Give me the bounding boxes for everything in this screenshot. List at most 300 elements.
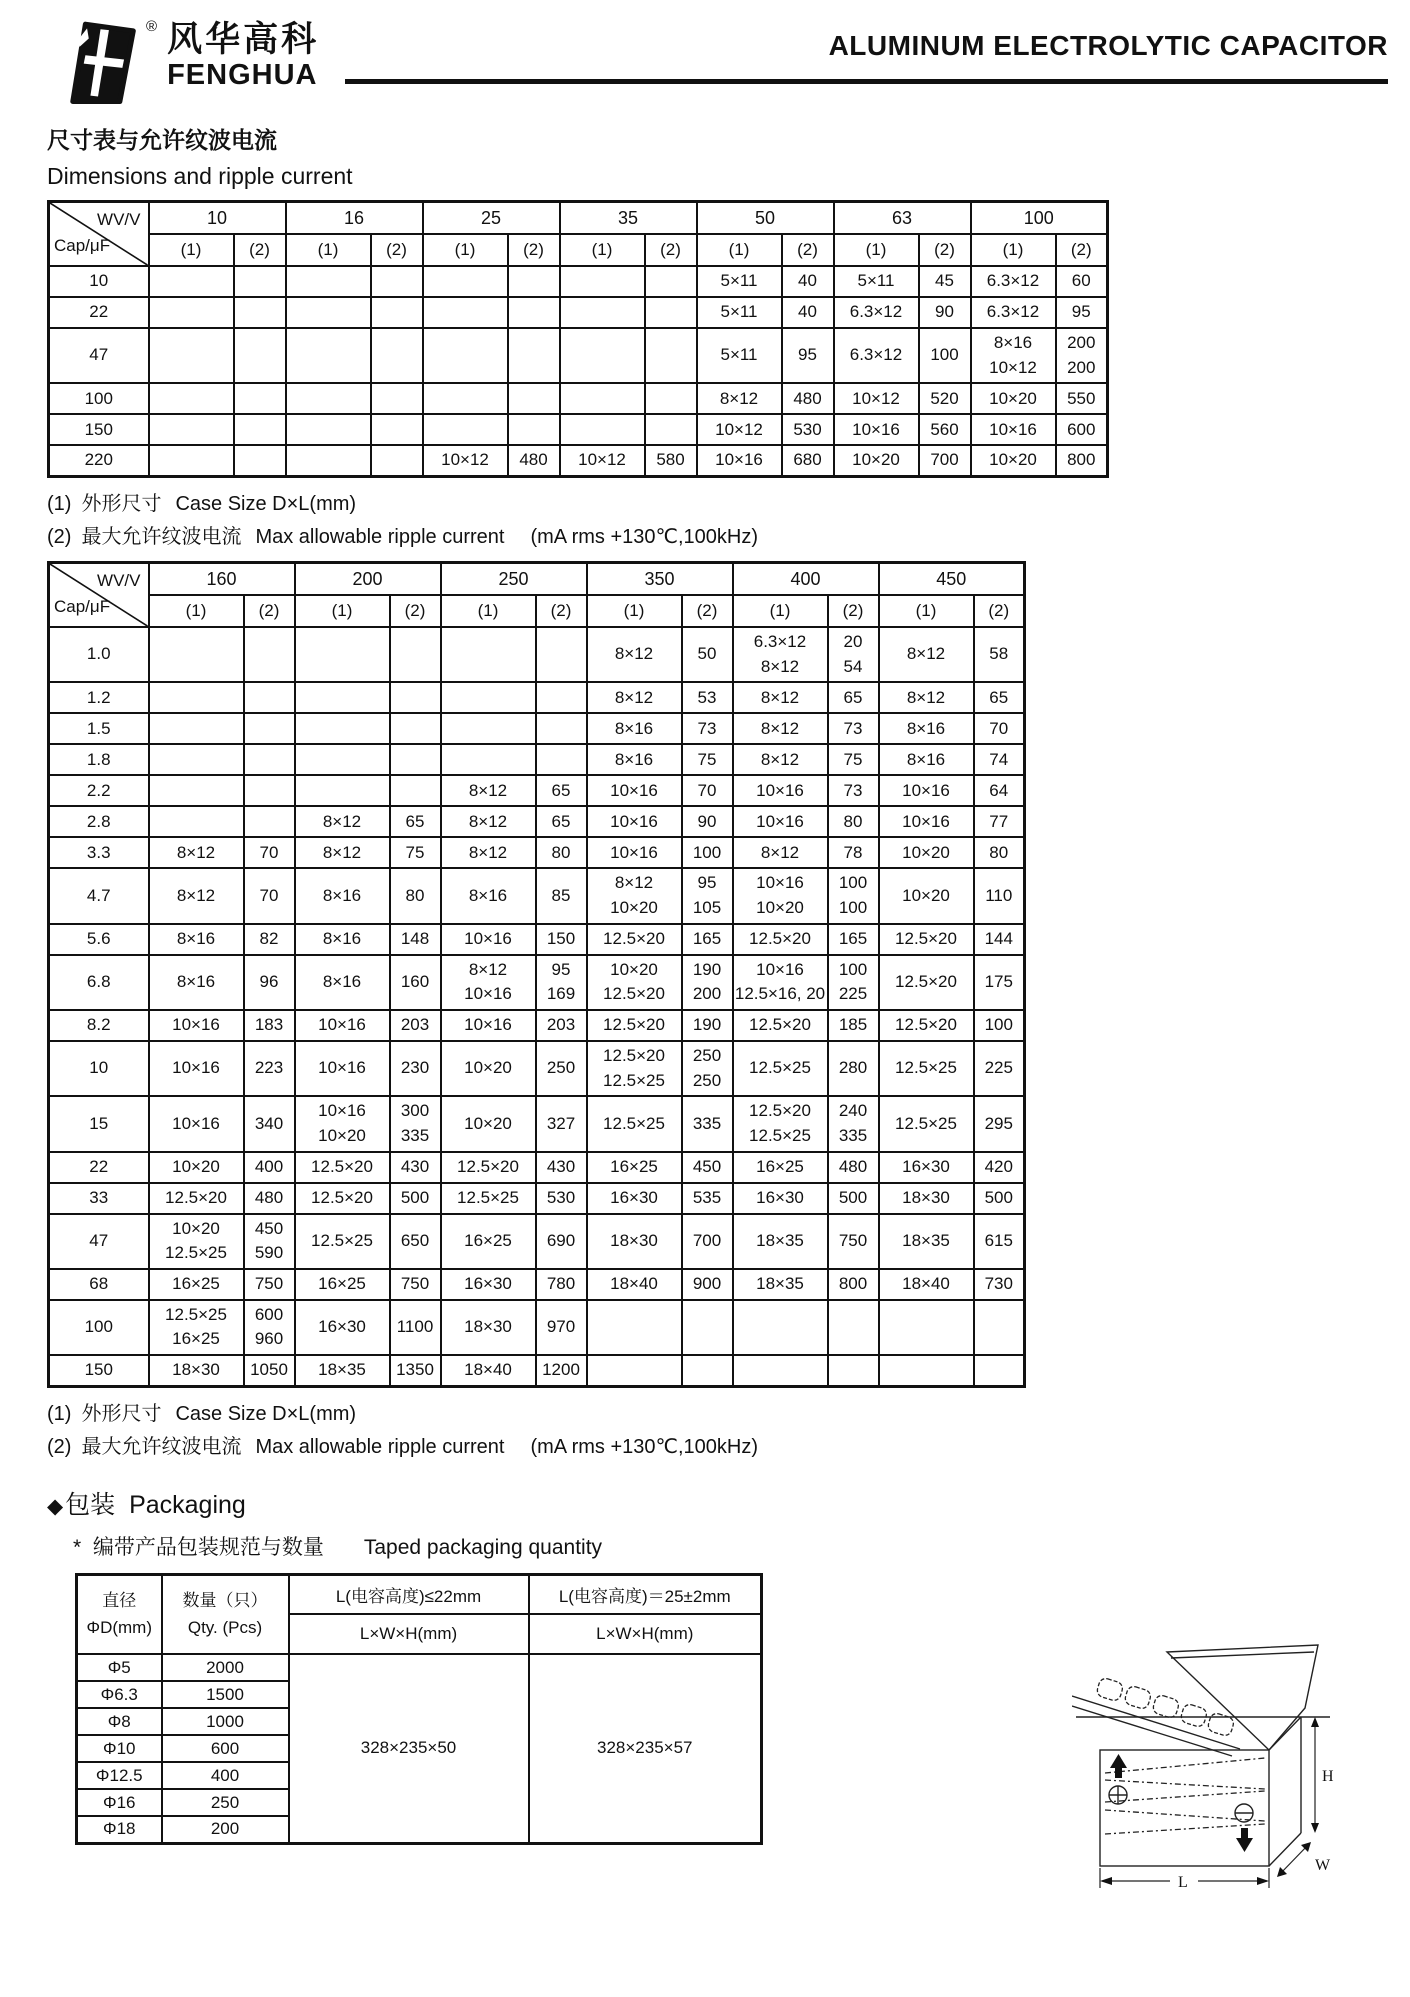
sub-header: (1) bbox=[295, 595, 390, 627]
voltage-header: 25 bbox=[423, 202, 560, 235]
diameter-value: Φ10 bbox=[77, 1735, 162, 1762]
table-cell: 10×20 bbox=[971, 445, 1056, 476]
quantity-value: 1500 bbox=[162, 1681, 289, 1708]
table-cell: 1050 bbox=[244, 1355, 295, 1386]
table-cell: 85 bbox=[536, 868, 587, 923]
table-cell bbox=[234, 383, 286, 414]
table-cell bbox=[733, 1355, 828, 1386]
table-cell: 16×30 bbox=[733, 1183, 828, 1214]
table-cell bbox=[560, 297, 645, 328]
table-cell: 10×16 bbox=[149, 1096, 244, 1151]
table-cell: 10×16 12.5×16, 20 bbox=[733, 955, 828, 1010]
table-cell: 8×16 bbox=[149, 924, 244, 955]
packaging-subheading: * 编带产品包装规范与数量 Taped packaging quantity bbox=[73, 1535, 603, 1559]
logo-english-name: FENGHUA bbox=[167, 58, 318, 91]
table-cell bbox=[234, 297, 286, 328]
table-cell: 12.5×25 16×25 bbox=[149, 1300, 244, 1355]
cap-value: 22 bbox=[49, 1152, 149, 1183]
voltage-header: 450 bbox=[879, 563, 1025, 596]
table-cell bbox=[645, 266, 697, 297]
table-cell: 335 bbox=[682, 1096, 733, 1151]
sub-header: (1) bbox=[149, 595, 244, 627]
note-ripple-current: (2) 最大允许纹波电流 Max allowable ripple current (mA rms +130℃,100kHz) bbox=[47, 526, 758, 549]
table-cell bbox=[390, 775, 441, 806]
table-cell bbox=[295, 682, 390, 713]
table-cell bbox=[560, 383, 645, 414]
table-cell bbox=[149, 775, 244, 806]
table-cell: 450 bbox=[682, 1152, 733, 1183]
corner-cap-label: Cap/μF bbox=[54, 236, 111, 256]
table-cell: 100 bbox=[974, 1010, 1025, 1041]
table-cell: 70 bbox=[244, 837, 295, 868]
sub-header: (2) bbox=[390, 595, 441, 627]
table-cell: 8×12 bbox=[733, 837, 828, 868]
table-cell: 74 bbox=[974, 744, 1025, 775]
table-cell: 10×16 bbox=[733, 806, 828, 837]
table-cell: 300 335 bbox=[390, 1096, 441, 1151]
lwh-header: L×W×H(mm) bbox=[289, 1614, 529, 1654]
table-cell: 10×12 bbox=[834, 383, 919, 414]
table-row bbox=[49, 1183, 1025, 1214]
table-cell: 480 bbox=[244, 1183, 295, 1214]
table-cell: 730 bbox=[974, 1269, 1025, 1300]
section-title-cn: 尺寸表与允许纹波电流 bbox=[47, 127, 277, 153]
table-cell: 50 bbox=[682, 627, 733, 682]
table-cell bbox=[149, 744, 244, 775]
table-cell: 95 105 bbox=[682, 868, 733, 923]
table-row bbox=[49, 627, 1025, 682]
table-cell bbox=[423, 328, 508, 383]
svg-text:H: H bbox=[1322, 1768, 1334, 1785]
table-cell: 175 bbox=[974, 955, 1025, 1010]
voltage-header: 35 bbox=[560, 202, 697, 235]
table-cell: 16×25 bbox=[441, 1214, 536, 1269]
table-cell: 550 bbox=[1056, 383, 1108, 414]
cap-value: 6.8 bbox=[49, 955, 149, 1010]
section-title-en: Dimensions and ripple current bbox=[47, 163, 353, 189]
table-cell: 600 960 bbox=[244, 1300, 295, 1355]
sub-header: (2) bbox=[974, 595, 1025, 627]
sub-header: (1) bbox=[560, 234, 645, 266]
quantity-value: 200 bbox=[162, 1816, 289, 1843]
table-cell: 8×16 bbox=[149, 955, 244, 1010]
table-cell bbox=[879, 1300, 974, 1355]
table-cell bbox=[286, 445, 371, 476]
sub-header: (2) bbox=[645, 234, 697, 266]
table-cell: 65 bbox=[390, 806, 441, 837]
diamond-icon: ◆ bbox=[47, 1494, 64, 1518]
table-cell: 8×12 bbox=[587, 627, 682, 682]
table-cell: 230 bbox=[390, 1041, 441, 1096]
table-cell bbox=[149, 297, 234, 328]
table-cell: 780 bbox=[536, 1269, 587, 1300]
table-row bbox=[49, 1096, 1025, 1151]
cap-value: 47 bbox=[49, 328, 149, 383]
table-cell: 100 bbox=[682, 837, 733, 868]
table-cell bbox=[536, 744, 587, 775]
table-cell: 6.3×12 bbox=[971, 266, 1056, 297]
sub-header: (1) bbox=[733, 595, 828, 627]
table-cell: 165 bbox=[682, 924, 733, 955]
table-cell: 10×16 10×20 bbox=[295, 1096, 390, 1151]
table-cell bbox=[390, 682, 441, 713]
dimensions-ripple-table-high-voltage bbox=[47, 561, 1026, 1388]
cap-value: 47 bbox=[49, 1214, 149, 1269]
table-row bbox=[49, 713, 1025, 744]
table-cell: 70 bbox=[682, 775, 733, 806]
note-ripple-current: (2) 最大允许纹波电流 Max allowable ripple current (mA rms +130℃,100kHz) bbox=[47, 1435, 758, 1458]
sub-header: (2) bbox=[244, 595, 295, 627]
table-cell: 200 200 bbox=[1056, 328, 1108, 383]
table-cell bbox=[244, 744, 295, 775]
table-cell: 520 bbox=[919, 383, 971, 414]
table-cell: 80 bbox=[390, 868, 441, 923]
table-cell bbox=[645, 383, 697, 414]
table-cell bbox=[508, 414, 560, 445]
table-cell: 500 bbox=[828, 1183, 879, 1214]
table-cell: 185 bbox=[828, 1010, 879, 1041]
table-cell: 16×30 bbox=[441, 1269, 536, 1300]
table-cell bbox=[879, 1355, 974, 1386]
table-cell: 700 bbox=[919, 445, 971, 476]
voltage-header: 400 bbox=[733, 563, 879, 596]
table-cell: 110 bbox=[974, 868, 1025, 923]
table-cell: 18×40 bbox=[441, 1355, 536, 1386]
table-cell bbox=[286, 383, 371, 414]
table-cell: 750 bbox=[244, 1269, 295, 1300]
table-cell bbox=[371, 297, 423, 328]
table-cell bbox=[371, 266, 423, 297]
table-cell: 6.3×12 bbox=[834, 297, 919, 328]
table-row bbox=[49, 924, 1025, 955]
table-cell bbox=[371, 414, 423, 445]
table-cell bbox=[286, 328, 371, 383]
table-cell: 700 bbox=[682, 1214, 733, 1269]
sub-header: (2) bbox=[1056, 234, 1108, 266]
table-cell: 500 bbox=[390, 1183, 441, 1214]
cap-value: 1.2 bbox=[49, 682, 149, 713]
table-cell: 80 bbox=[974, 837, 1025, 868]
table-cell: 10×16 bbox=[441, 1010, 536, 1041]
table-cell bbox=[149, 414, 234, 445]
table-row bbox=[49, 383, 1108, 414]
voltage-header: 16 bbox=[286, 202, 423, 235]
table-cell: 430 bbox=[536, 1152, 587, 1183]
table-cell: 95 bbox=[1056, 297, 1108, 328]
voltage-header: 10 bbox=[149, 202, 286, 235]
table-cell bbox=[149, 682, 244, 713]
table-cell: 240 335 bbox=[828, 1096, 879, 1151]
table-cell: 8×12 bbox=[733, 713, 828, 744]
table-cell: 10×16 bbox=[971, 414, 1056, 445]
table-cell: 10×16 10×20 bbox=[733, 868, 828, 923]
table-cell: 250 bbox=[536, 1041, 587, 1096]
cap-value: 1.0 bbox=[49, 627, 149, 682]
table-row bbox=[49, 1152, 1025, 1183]
table-cell bbox=[295, 744, 390, 775]
table-cell: 65 bbox=[828, 682, 879, 713]
table-cell bbox=[244, 775, 295, 806]
fenghua-logo bbox=[52, 20, 319, 104]
table-cell bbox=[295, 713, 390, 744]
voltage-header: 50 bbox=[697, 202, 834, 235]
table-cell: 530 bbox=[782, 414, 834, 445]
table-cell: 10×16 bbox=[149, 1010, 244, 1041]
table-cell: 750 bbox=[828, 1214, 879, 1269]
table-cell: 580 bbox=[645, 445, 697, 476]
table-cell: 10×16 bbox=[697, 445, 782, 476]
svg-text:W: W bbox=[1315, 1857, 1331, 1874]
registered-mark: ® bbox=[146, 18, 158, 35]
table-row bbox=[49, 806, 1025, 837]
height-le22-header: L(电容高度)≤22mm bbox=[289, 1574, 529, 1614]
table-cell: 8×12 bbox=[295, 837, 390, 868]
table-cell: 8×16 10×12 bbox=[971, 328, 1056, 383]
table-cell bbox=[974, 1355, 1025, 1386]
table-cell: 8×12 bbox=[879, 627, 974, 682]
table-cell: 10×20 bbox=[149, 1152, 244, 1183]
table-cell bbox=[587, 1300, 682, 1355]
table-cell bbox=[234, 414, 286, 445]
diameter-value: Φ18 bbox=[77, 1816, 162, 1843]
table-cell bbox=[286, 414, 371, 445]
diameter-value: Φ12.5 bbox=[77, 1762, 162, 1789]
table-cell bbox=[244, 713, 295, 744]
table-cell bbox=[390, 744, 441, 775]
table-cell: 12.5×20 12.5×25 bbox=[733, 1096, 828, 1151]
table-cell: 10×20 bbox=[879, 837, 974, 868]
corner-voltage-label: WV/V bbox=[97, 571, 141, 591]
cap-value: 150 bbox=[49, 414, 149, 445]
table-cell: 12.5×20 bbox=[879, 1010, 974, 1041]
table-cell: 12.5×20 bbox=[879, 955, 974, 1010]
table-cell: 6.3×12 8×12 bbox=[733, 627, 828, 682]
table-cell: 73 bbox=[828, 775, 879, 806]
table-row bbox=[49, 297, 1108, 328]
svg-text:L: L bbox=[1178, 1874, 1188, 1891]
table-cell bbox=[536, 682, 587, 713]
table-cell: 8×12 bbox=[295, 806, 390, 837]
table-cell bbox=[536, 713, 587, 744]
table-cell bbox=[390, 627, 441, 682]
table-row bbox=[49, 744, 1025, 775]
table-cell: 8×12 bbox=[441, 806, 536, 837]
table-cell: 16×30 bbox=[879, 1152, 974, 1183]
table-cell: 20 54 bbox=[828, 627, 879, 682]
fenghua-logo-mark bbox=[52, 20, 144, 104]
table-cell: 10×16 bbox=[879, 806, 974, 837]
table-cell: 165 bbox=[828, 924, 879, 955]
table-cell: 10×20 bbox=[879, 868, 974, 923]
table-cell: 10×12 bbox=[560, 445, 645, 476]
table-cell: 10×20 bbox=[971, 383, 1056, 414]
table-cell: 40 bbox=[782, 297, 834, 328]
sub-header: (2) bbox=[508, 234, 560, 266]
table-cell bbox=[423, 383, 508, 414]
diameter-value: Φ5 bbox=[77, 1654, 162, 1681]
table-cell: 144 bbox=[974, 924, 1025, 955]
diameter-value: Φ16 bbox=[77, 1789, 162, 1816]
page-title: ALUMINUM ELECTROLYTIC CAPACITOR bbox=[828, 30, 1388, 61]
quantity-value: 600 bbox=[162, 1735, 289, 1762]
sub-header: (2) bbox=[919, 234, 971, 266]
table-cell bbox=[645, 297, 697, 328]
table-cell: 203 bbox=[390, 1010, 441, 1041]
table-cell bbox=[234, 328, 286, 383]
table-cell: 8×16 bbox=[295, 924, 390, 955]
table-cell: 8×12 bbox=[733, 744, 828, 775]
table-cell bbox=[244, 627, 295, 682]
box-size-le22-value: 328×235×50 bbox=[289, 1654, 529, 1843]
table-cell bbox=[244, 682, 295, 713]
table-cell: 8×12 10×16 bbox=[441, 955, 536, 1010]
lwh-header: L×W×H(mm) bbox=[529, 1614, 762, 1654]
table-cell: 5×11 bbox=[834, 266, 919, 297]
table-cell: 560 bbox=[919, 414, 971, 445]
table-row bbox=[49, 775, 1025, 806]
quantity-header: 数量（只） Qty. (Pcs) bbox=[162, 1574, 289, 1654]
voltage-header: 250 bbox=[441, 563, 587, 596]
table-cell: 8×12 bbox=[441, 775, 536, 806]
quantity-value: 250 bbox=[162, 1789, 289, 1816]
table-cell: 10×12 bbox=[697, 414, 782, 445]
header-rule bbox=[345, 79, 1388, 84]
table-cell: 18×30 bbox=[587, 1214, 682, 1269]
table-cell: 615 bbox=[974, 1214, 1025, 1269]
table-cell: 18×30 bbox=[441, 1300, 536, 1355]
table-cell: 10×20 bbox=[441, 1096, 536, 1151]
cap-value: 22 bbox=[49, 297, 149, 328]
table-cell: 800 bbox=[1056, 445, 1108, 476]
sub-header: (1) bbox=[423, 234, 508, 266]
table-cell: 650 bbox=[390, 1214, 441, 1269]
taped-packaging-table bbox=[75, 1573, 763, 1845]
table-cell: 40 bbox=[782, 266, 834, 297]
table-row bbox=[49, 1269, 1025, 1300]
table-cell: 6.3×12 bbox=[834, 328, 919, 383]
cap-value: 150 bbox=[49, 1355, 149, 1386]
table-cell: 100 225 bbox=[828, 955, 879, 1010]
dimensions-ripple-table-low-voltage bbox=[47, 200, 1109, 478]
table-cell bbox=[682, 1355, 733, 1386]
table-cell: 8×16 bbox=[295, 955, 390, 1010]
table-cell: 10×16 bbox=[733, 775, 828, 806]
table-cell: 10×20 bbox=[834, 445, 919, 476]
sub-header: (1) bbox=[286, 234, 371, 266]
table-cell: 77 bbox=[974, 806, 1025, 837]
table-cell: 18×35 bbox=[733, 1269, 828, 1300]
table-cell: 10×20 12.5×20 bbox=[587, 955, 682, 1010]
table-cell bbox=[441, 682, 536, 713]
table-cell: 480 bbox=[508, 445, 560, 476]
table-row bbox=[49, 1041, 1025, 1096]
table-cell: 12.5×25 bbox=[733, 1041, 828, 1096]
table-cell: 6.3×12 bbox=[971, 297, 1056, 328]
table-cell bbox=[441, 744, 536, 775]
corner-cap-label: Cap/μF bbox=[54, 597, 111, 617]
table-cell bbox=[587, 1355, 682, 1386]
table-row bbox=[49, 868, 1025, 923]
table-row bbox=[49, 414, 1108, 445]
quantity-value: 2000 bbox=[162, 1654, 289, 1681]
table-cell: 65 bbox=[536, 775, 587, 806]
table-cell: 530 bbox=[536, 1183, 587, 1214]
main-content bbox=[47, 122, 1109, 1845]
table-cell: 73 bbox=[828, 713, 879, 744]
table-row bbox=[49, 682, 1025, 713]
table-cell bbox=[149, 627, 244, 682]
table-cell: 10×16 bbox=[587, 837, 682, 868]
table-cell: 12.5×20 bbox=[587, 924, 682, 955]
table-cell: 10×16 bbox=[441, 924, 536, 955]
table-cell: 160 bbox=[390, 955, 441, 1010]
table-cell bbox=[508, 266, 560, 297]
table-cell: 8×16 bbox=[879, 713, 974, 744]
table-cell bbox=[149, 328, 234, 383]
note-case-size: (1) 外形尺寸 Case Size D×L(mm) bbox=[47, 493, 357, 516]
table-cell bbox=[423, 414, 508, 445]
table-cell: 60 bbox=[1056, 266, 1108, 297]
voltage-header: 350 bbox=[587, 563, 733, 596]
table-cell: 10×16 bbox=[587, 775, 682, 806]
table-cell: 10×16 bbox=[295, 1041, 390, 1096]
cap-value: 33 bbox=[49, 1183, 149, 1214]
table-cell bbox=[423, 266, 508, 297]
sub-header: (2) bbox=[234, 234, 286, 266]
table-cell: 12.5×20 bbox=[295, 1183, 390, 1214]
sub-header: (2) bbox=[682, 595, 733, 627]
table-cell: 223 bbox=[244, 1041, 295, 1096]
cap-value: 220 bbox=[49, 445, 149, 476]
cap-value: 3.3 bbox=[49, 837, 149, 868]
table-cell: 18×30 bbox=[149, 1355, 244, 1386]
table-cell: 295 bbox=[974, 1096, 1025, 1151]
cap-value: 15 bbox=[49, 1096, 149, 1151]
table-cell: 10×20 bbox=[441, 1041, 536, 1096]
quantity-value: 400 bbox=[162, 1762, 289, 1789]
sub-header: (2) bbox=[782, 234, 834, 266]
table-cell: 340 bbox=[244, 1096, 295, 1151]
table-cell bbox=[974, 1300, 1025, 1355]
packaging-box-diagram bbox=[1072, 1628, 1392, 1913]
table-cell bbox=[234, 266, 286, 297]
table-cell: 58 bbox=[974, 627, 1025, 682]
table-notes-2 bbox=[47, 1397, 1109, 1459]
table-cell: 45 bbox=[919, 266, 971, 297]
table-cell: 82 bbox=[244, 924, 295, 955]
dimension-w bbox=[1277, 1842, 1331, 1877]
voltage-header: 200 bbox=[295, 563, 441, 596]
table-cell: 327 bbox=[536, 1096, 587, 1151]
table-cell: 8×12 bbox=[587, 682, 682, 713]
table-cell: 65 bbox=[974, 682, 1025, 713]
table-cell: 10×16 bbox=[587, 806, 682, 837]
table-cell bbox=[560, 414, 645, 445]
table-cell: 430 bbox=[390, 1152, 441, 1183]
cap-value: 2.8 bbox=[49, 806, 149, 837]
table-cell bbox=[508, 328, 560, 383]
table-cell: 10×16 bbox=[149, 1041, 244, 1096]
table-cell bbox=[828, 1300, 879, 1355]
table-cell: 8×12 bbox=[697, 383, 782, 414]
table-cell: 12.5×25 bbox=[295, 1214, 390, 1269]
table-cell bbox=[149, 445, 234, 476]
sub-header: (1) bbox=[441, 595, 536, 627]
table-cell: 18×40 bbox=[879, 1269, 974, 1300]
table-cell: 800 bbox=[828, 1269, 879, 1300]
table-cell bbox=[828, 1355, 879, 1386]
table-cell: 535 bbox=[682, 1183, 733, 1214]
